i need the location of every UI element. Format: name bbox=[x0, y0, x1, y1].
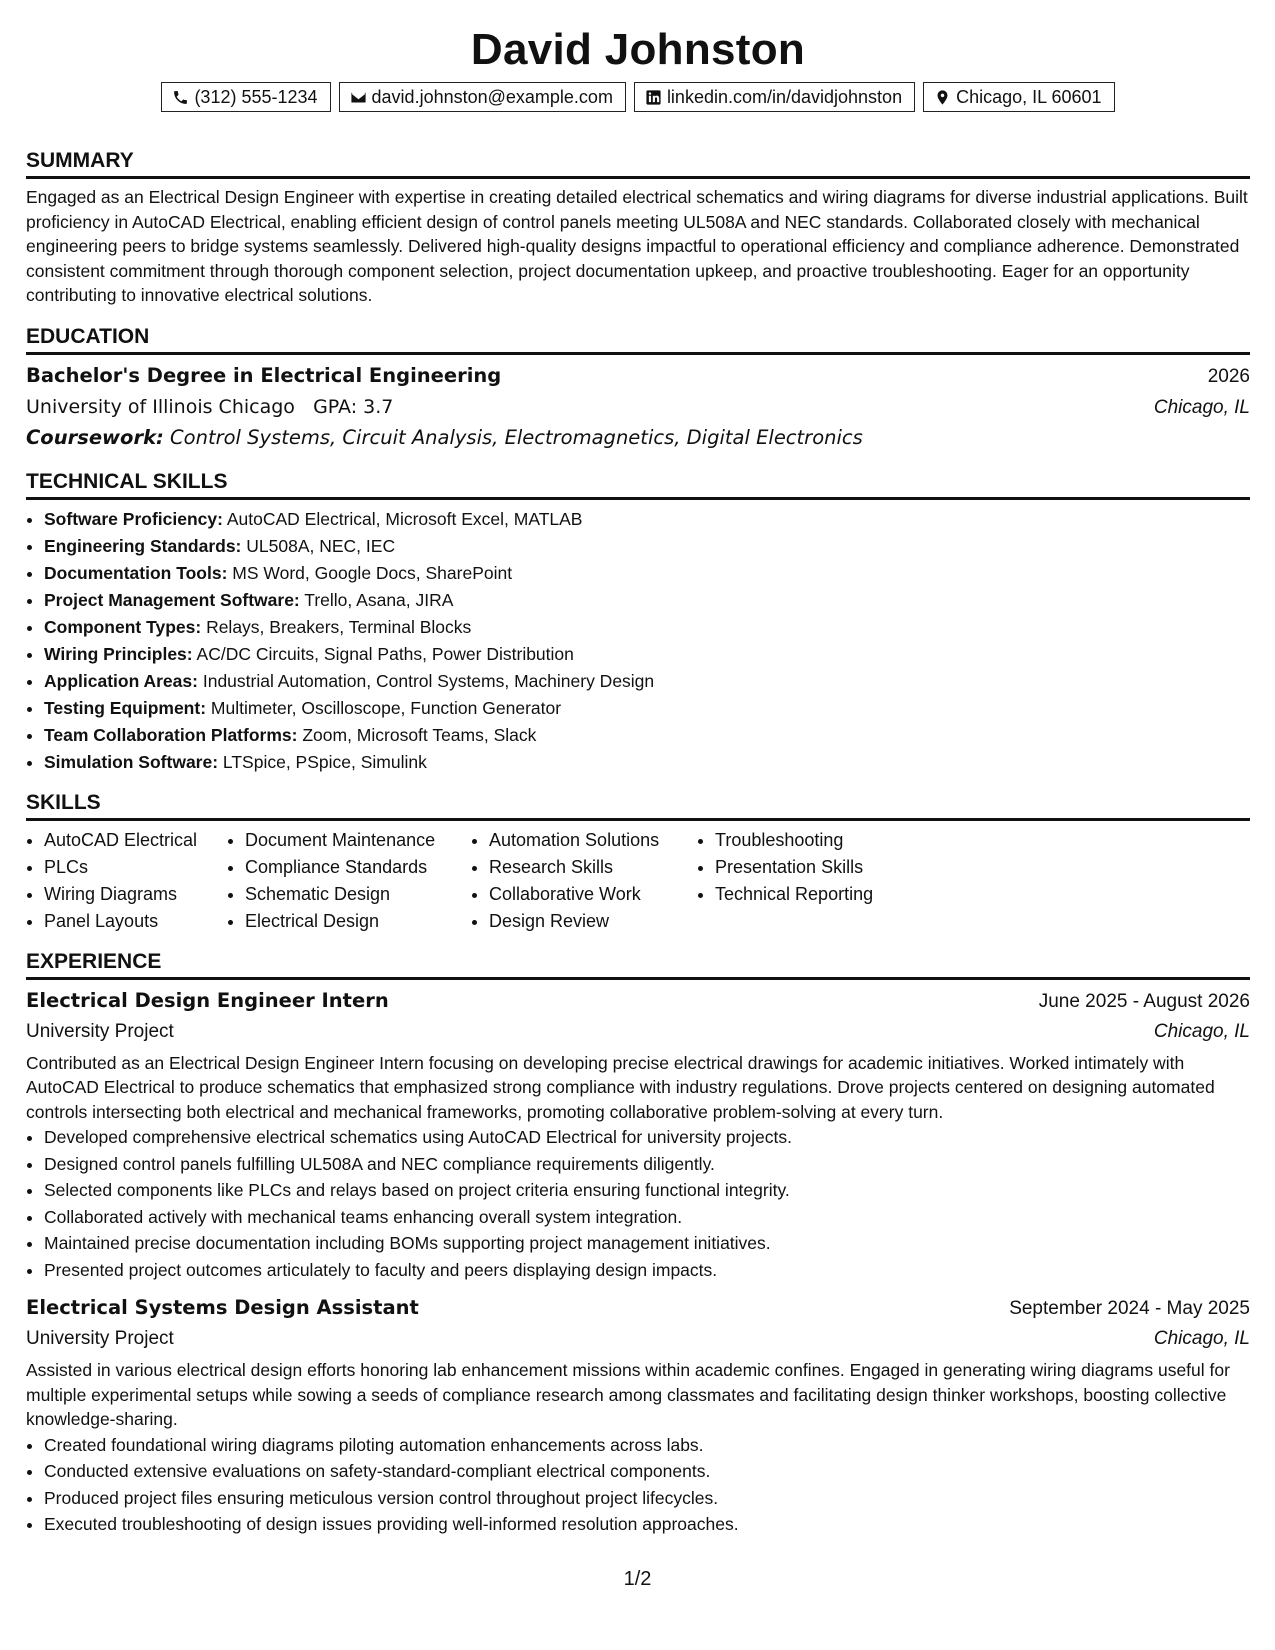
linkedin-icon bbox=[645, 89, 662, 106]
education-row bbox=[26, 361, 1250, 392]
skills-column bbox=[227, 827, 471, 935]
skill-label: Wiring Principles: bbox=[44, 643, 193, 664]
skill-label: Simulation Software: bbox=[44, 751, 219, 772]
skill-label: Software Proficiency: bbox=[44, 508, 223, 529]
job-location: Chicago, IL bbox=[1153, 1020, 1250, 1042]
list-item: • Document Maintenance bbox=[245, 827, 471, 854]
list-item: • Maintained precise documentation including BOMs supporting project management initiatives. bbox=[44, 1230, 1250, 1257]
job-bullets bbox=[26, 1432, 1250, 1538]
skill-label: Application Areas: bbox=[44, 670, 198, 691]
map-pin-icon bbox=[934, 89, 951, 106]
list-item: • Compliance Standards bbox=[245, 854, 471, 881]
skill-label: Testing Equipment: bbox=[44, 697, 207, 718]
list-item bbox=[44, 722, 1250, 749]
list-item bbox=[44, 668, 1250, 695]
skill-label: Component Types: bbox=[44, 616, 202, 637]
list-item: • Conducted extensive evaluations on safety-standard-compliant electrical components. bbox=[44, 1458, 1250, 1485]
job-dates: June 2025 - August 2026 bbox=[1038, 990, 1250, 1012]
skill-value: Relays, Breakers, Terminal Blocks bbox=[206, 616, 472, 637]
summary-section bbox=[26, 148, 1250, 308]
skills-column bbox=[471, 827, 697, 935]
resume-page bbox=[26, 0, 1250, 1538]
list-item: • Presentation Skills bbox=[715, 854, 935, 881]
candidate-name: David Johnston bbox=[470, 25, 806, 74]
skill-value: Zoom, Microsoft Teams, Slack bbox=[302, 724, 537, 745]
contact-phone[interactable] bbox=[161, 82, 330, 112]
list-item: • Executed troubleshooting of design issues providing well-informed resolution approaches. bbox=[44, 1511, 1250, 1538]
skill-label: Project Management Software: bbox=[44, 589, 300, 610]
skill-value: Multimeter, Oscilloscope, Function Generator bbox=[210, 697, 562, 718]
skills-column bbox=[697, 827, 935, 935]
page-number: 1/2 bbox=[623, 1568, 652, 1590]
list-item bbox=[44, 641, 1250, 668]
job-header bbox=[26, 1293, 1250, 1324]
list-item: • Developed comprehensive electrical schematics using AutoCAD Electrical for university projects. bbox=[44, 1124, 1250, 1151]
gpa: GPA: 3.7 bbox=[313, 395, 394, 418]
list-item: • Technical Reporting bbox=[715, 881, 935, 908]
skill-value: MS Word, Google Docs, SharePoint bbox=[232, 562, 513, 583]
phone-text: (312) 555-1234 bbox=[194, 86, 318, 107]
skill-value: LTSpice, PSpice, Simulink bbox=[222, 751, 427, 772]
skill-value: Industrial Automation, Control Systems, Machinery Design bbox=[202, 670, 655, 691]
list-item: • Research Skills bbox=[489, 854, 697, 881]
linkedin-text: linkedin.com/in/davidjohnston bbox=[666, 86, 903, 107]
skill-label: Documentation Tools: bbox=[44, 562, 228, 583]
list-item bbox=[44, 560, 1250, 587]
list-item bbox=[44, 749, 1250, 776]
skills-section bbox=[26, 790, 1250, 935]
job-bullets bbox=[26, 1124, 1250, 1283]
graduation-year: 2026 bbox=[1207, 365, 1250, 387]
list-item: • Troubleshooting bbox=[715, 827, 935, 854]
school-info bbox=[26, 392, 393, 422]
list-item: • Schematic Design bbox=[245, 881, 471, 908]
list-item: • Collaborative Work bbox=[489, 881, 697, 908]
skills-column bbox=[26, 827, 227, 935]
technical-skills-list bbox=[26, 506, 1250, 776]
location-text: Chicago, IL 60601 bbox=[956, 86, 1102, 107]
list-item: • Wiring Diagrams bbox=[44, 881, 227, 908]
job-subheader bbox=[26, 1017, 1250, 1047]
job-title: Electrical Systems Design Assistant bbox=[26, 1296, 419, 1319]
job-header bbox=[26, 986, 1250, 1017]
skill-value: AC/DC Circuits, Signal Paths, Power Distribution bbox=[196, 643, 574, 664]
list-item bbox=[44, 695, 1250, 722]
skills-grid bbox=[26, 827, 1250, 935]
section-title: SUMMARY bbox=[26, 148, 1250, 179]
job-title: Electrical Design Engineer Intern bbox=[26, 988, 389, 1012]
education-section bbox=[26, 324, 1250, 453]
skill-value: UL508A, NEC, IEC bbox=[246, 535, 396, 556]
list-item bbox=[44, 614, 1250, 641]
skill-label: Engineering Standards: bbox=[44, 535, 242, 556]
job-subheader bbox=[26, 1324, 1250, 1354]
list-item: • AutoCAD Electrical bbox=[44, 827, 227, 854]
job-org: University Project bbox=[26, 1020, 174, 1042]
degree: Bachelor's Degree in Electrical Engineering bbox=[26, 363, 502, 387]
section-title: TECHNICAL SKILLS bbox=[26, 469, 1250, 500]
list-item: • Electrical Design bbox=[245, 908, 471, 935]
list-item bbox=[44, 506, 1250, 533]
skill-value: AutoCAD Electrical, Microsoft Excel, MATLAB bbox=[226, 508, 583, 529]
school-location: Chicago, IL bbox=[1153, 396, 1250, 418]
experience-section bbox=[26, 949, 1250, 1538]
technical-skills-section bbox=[26, 469, 1250, 776]
list-item: • Selected components like PLCs and relays based on project criteria ensuring functional integrity. bbox=[44, 1177, 1250, 1204]
section-title: EXPERIENCE bbox=[26, 949, 1250, 980]
job-location: Chicago, IL bbox=[1153, 1328, 1250, 1349]
job-entry bbox=[26, 1293, 1250, 1538]
job-summary: Contributed as an Electrical Design Engineer Intern focusing on developing precise electrical drawings for academic initiatives. Worked intimately with AutoCAD Electrical to produce schematics that emphasized strong compliance with industry regulations. Drove projects centered on designing automated controls intersecting both electrical and mechanical frameworks, promoting collaborative problem-solving at every turn. bbox=[26, 1052, 1215, 1122]
contact-email[interactable] bbox=[339, 82, 626, 112]
school-name: University of Illinois Chicago bbox=[26, 395, 295, 418]
list-item: • Created foundational wiring diagrams piloting automation enhancements across labs. bbox=[44, 1432, 1250, 1459]
list-item: • Automation Solutions bbox=[489, 827, 697, 854]
phone-icon bbox=[172, 89, 189, 106]
coursework-label: Coursework: bbox=[26, 425, 164, 449]
list-item bbox=[44, 587, 1250, 614]
coursework bbox=[26, 423, 1250, 453]
list-item: • Collaborated actively with mechanical teams enhancing overall system integration. bbox=[44, 1204, 1250, 1231]
list-item: • Design Review bbox=[489, 908, 697, 935]
skill-value: Trello, Asana, JIRA bbox=[304, 589, 454, 610]
list-item: • PLCs bbox=[44, 854, 227, 881]
list-item: • Designed control panels fulfilling UL508A and NEC compliance requirements diligently. bbox=[44, 1151, 1250, 1178]
skill-label: Team Collaboration Platforms: bbox=[44, 724, 298, 745]
contact-bar bbox=[26, 82, 1250, 112]
list-item: • Presented project outcomes articulately to faculty and peers displaying design impacts. bbox=[44, 1257, 1250, 1284]
list-item: • Produced project files ensuring meticulous version control throughout project lifecycles. bbox=[44, 1485, 1250, 1512]
list-item bbox=[44, 533, 1250, 560]
job-summary: Assisted in various electrical design efforts honoring lab enhancement missions within academic confines. Engaged in generating wiring diagrams useful for multiple experimental setups while sowing a seeds of compliance research among classmates and facilitating design thinker workshops, boosting collective knowledge-sharing. bbox=[26, 1360, 1230, 1429]
job-dates: September 2024 - May 2025 bbox=[1009, 1298, 1250, 1319]
list-item: • Panel Layouts bbox=[44, 908, 227, 935]
contact-linkedin[interactable] bbox=[634, 82, 915, 112]
envelope-icon bbox=[350, 89, 367, 106]
section-title: SKILLS bbox=[26, 790, 1250, 821]
email-text: david.johnston@example.com bbox=[371, 86, 613, 107]
summary-text: Engaged as an Electrical Design Engineer with expertise in creating detailed electrical schematics and wiring diagrams for diverse industrial applications. Built proficiency in AutoCAD Electrical, enabling efficient design of control panels meeting UL508A and NEC standards. Collaborated closely with mechanical engineering peers to bridge systems seamlessly. Delivered high-quality designs impactful to operational efficiency and compliance adherence. Demonstrated consistent commitment through thorough component selection, project documentation upkeep, and proactive troubleshooting. Eager for an opportunity contributing to innovative electrical solutions. bbox=[26, 187, 1248, 305]
school-row bbox=[26, 392, 1250, 423]
coursework-list: Control Systems, Circuit Analysis, Electromagnetics, Digital Electronics bbox=[170, 425, 863, 449]
job-entry bbox=[26, 986, 1250, 1284]
contact-location bbox=[923, 82, 1114, 112]
job-org: University Project bbox=[26, 1328, 174, 1349]
section-title: EDUCATION bbox=[26, 324, 1250, 355]
